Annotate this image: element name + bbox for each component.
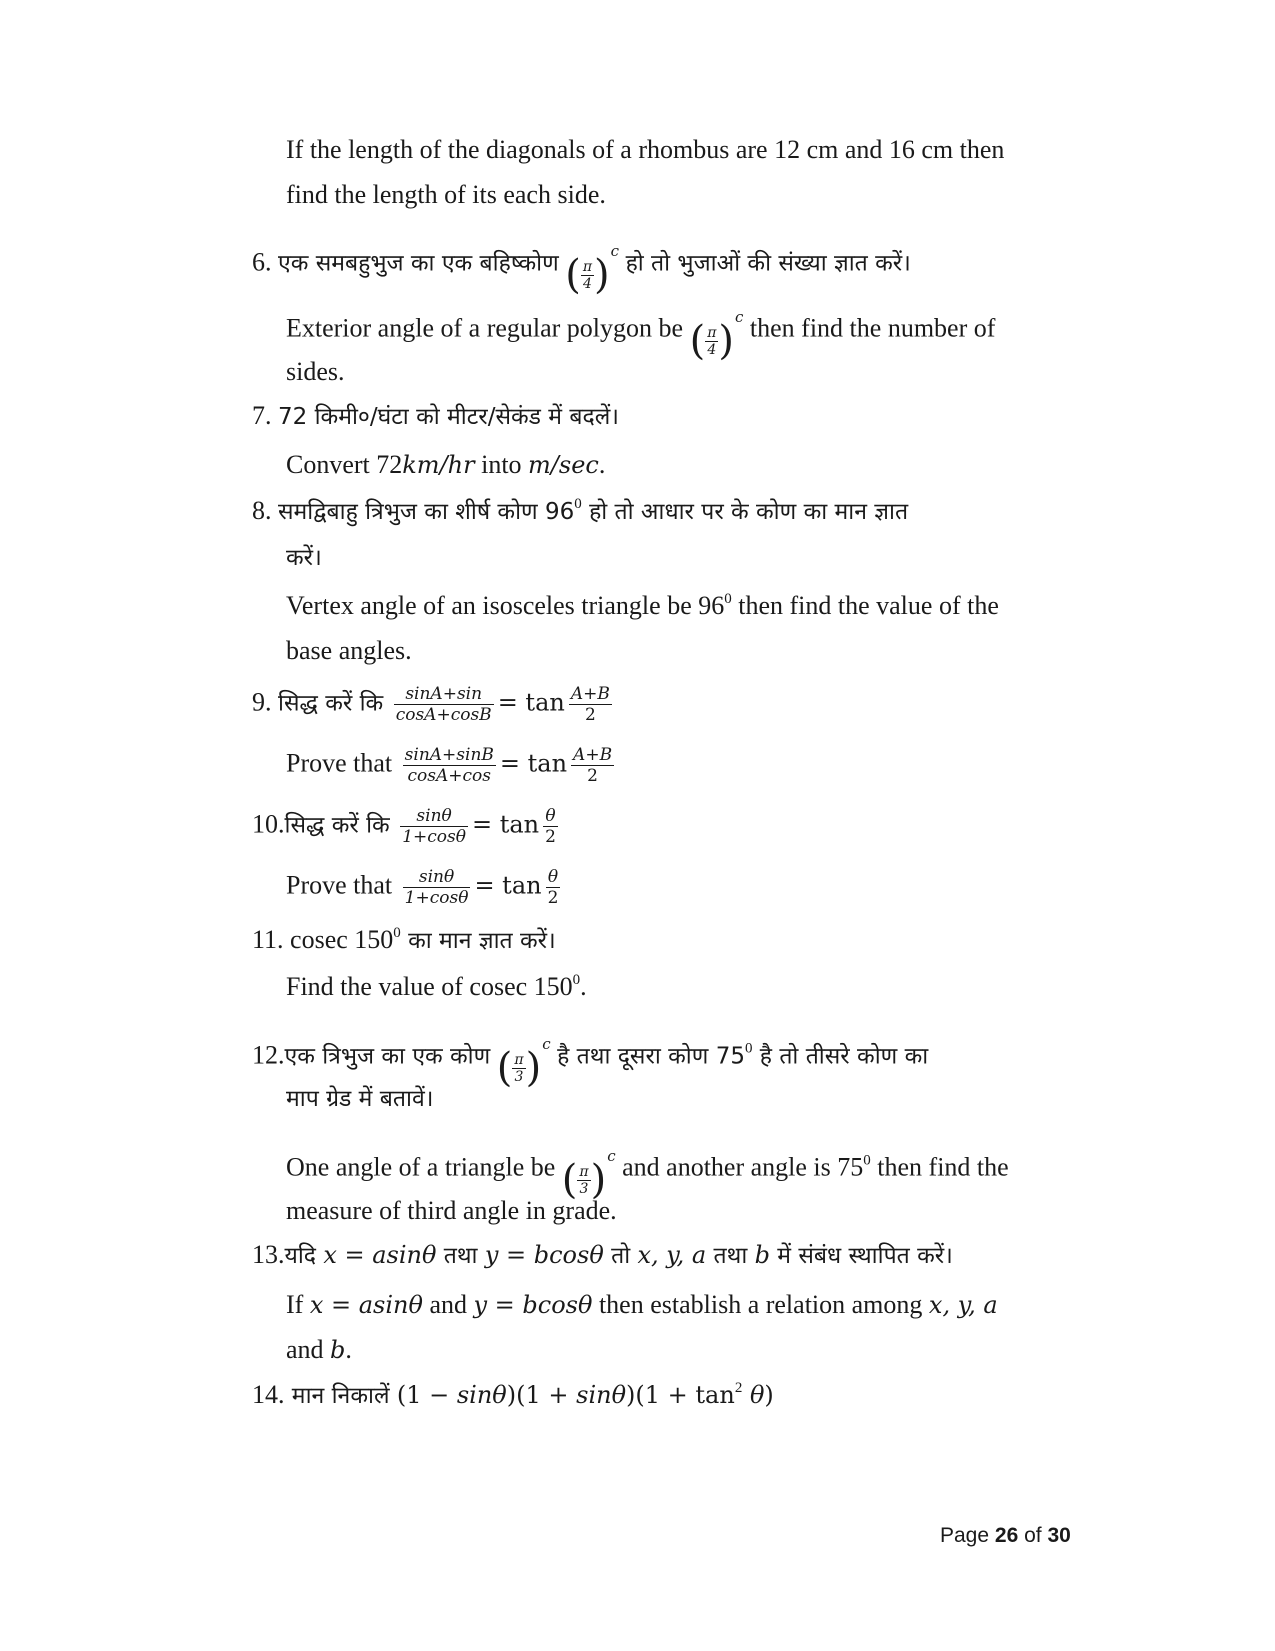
pi-over-4-c: ( $\frac{\pi}{4}$ )$^c$ (565, 242, 620, 298)
q13-hindi: 13.यदि x = asinθ तथा y = bcosθ तो x, y, a तथा b में संबंध स्थापित करें। (252, 1240, 953, 1269)
q9-hindi: 9. सिद्ध करें कि $\frac{\sin A+\sin}{\cos A+\cos B}$ = tan $\frac{A+B}{2}$ (252, 684, 610, 725)
q12-hindi-line1: 12.एक त्रिभुज का एक कोण ( $\frac{\pi}{3}$ )$^c$ है तथा दूसरा कोण $75^0$ है तो तीसरे कोण का (252, 1027, 928, 1088)
q11-english: Find the value of cosec $150^0$. (286, 972, 587, 1001)
q12-english-line2: measure of third angle in grade. (286, 1196, 617, 1225)
q7-hindi: 7. 72 किमी०/घंटा को मीटर/सेकंड में बदलें। (252, 401, 620, 430)
q5-english-line2: find the length of its each side. (286, 180, 606, 209)
q7-english: Convert 72km/hr into m/sec. (286, 450, 606, 479)
q9-lhs-fraction: $\frac{\sin A+\sin}{\cos A+\cos B}$ (395, 684, 492, 725)
q5-english-line1: If the length of the diagonals of a rhombus are 12 cm and 16 cm then (286, 135, 1005, 164)
q8-english-line2: base angles. (286, 636, 412, 665)
q13-english-line1: If x = asinθ and y = bcosθ then establish a relation among x, y, a (286, 1290, 998, 1319)
q11-hindi: 11. cosec $150^0$ का मान ज्ञात करें। (252, 925, 556, 954)
q6-hindi: 6. एक समबहुभुज का एक बहिष्कोण ( $\frac{\pi}{4}$ )$^c$ हो तो भुजाओं की संख्या ज्ञात करें। (252, 234, 911, 295)
q13-english-line2: and b. (286, 1335, 352, 1364)
q8-hindi-line1: 8. समद्विबाहु त्रिभुज का शीर्ष कोण $96^0$ हो तो आधार पर के कोण का मान ज्ञात (252, 496, 909, 525)
q12-english-line1: One angle of a triangle be ( $\frac{\pi}{3}$ )$^c$ and another angle is $75^0$ then find the (286, 1147, 1009, 1203)
q6-english-line2: sides. (286, 357, 345, 386)
q10-english: Prove that $\frac{\sin\theta}{1+\cos\theta}$ = tan $\frac{\theta}{2}$ (286, 867, 559, 908)
q12-hindi-line2: माप ग्रेड में बतावें। (286, 1086, 434, 1112)
pi-over-3-c: ( $\frac{\pi}{3}$ )$^c$ (496, 1035, 551, 1091)
page-number: Page 26 of 30 (940, 1524, 1071, 1547)
q8-english-line1: Vertex angle of an isosceles triangle be $96^0$ then find the value of the (286, 591, 999, 620)
q6-english: Exterior angle of a regular polygon be ( $\frac{\pi}{4}$ )$^c$ then find the number of (286, 308, 996, 364)
q10-hindi: 10.सिद्ध करें कि $\frac{\sin\theta}{1+\cos\theta}$ = tan $\frac{\theta}{2}$ (252, 806, 556, 847)
q8-hindi-line2: करें। (286, 545, 322, 571)
q9-english: Prove that $\frac{\sin A+\sin B}{\cos A+\cos}$ = tan $\frac{A+B}{2}$ (286, 745, 613, 786)
q14-hindi: 14. मान निकालें $(1 - \sin\theta)(1 + \sin\theta)(1 + \tan^2 \theta)$ (252, 1380, 774, 1409)
